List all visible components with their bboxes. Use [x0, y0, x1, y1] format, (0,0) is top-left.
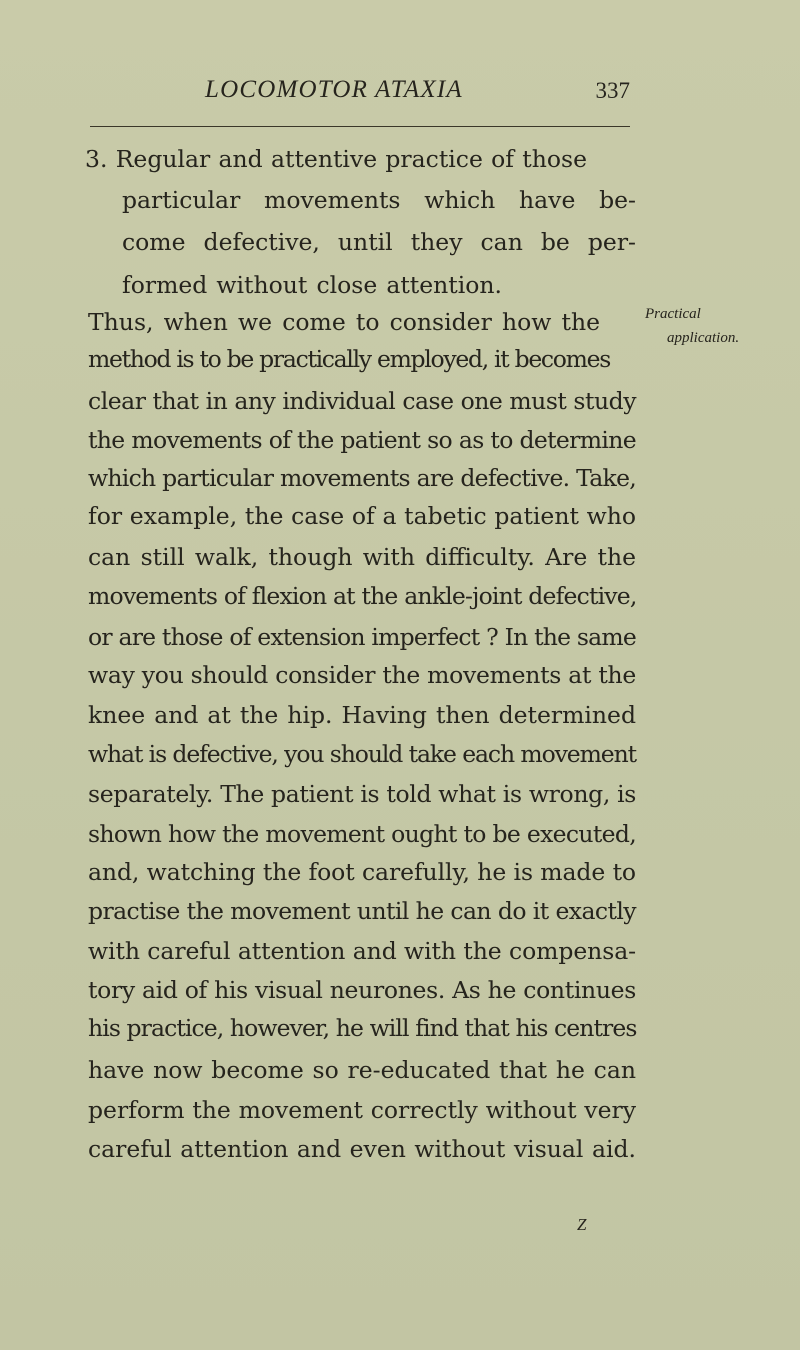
body-line-23: his practice, however, he will find that his centres: [88, 1014, 637, 1042]
body-line-18: shown how the movement ought to be executed,: [88, 820, 636, 848]
body-line-13: or are those of extension imperfect ? In the same: [88, 623, 637, 651]
body-line-15: knee and at the hip. Having then determined: [88, 701, 636, 729]
body-line-22: tory aid of his visual neurones. As he continues: [88, 976, 636, 1004]
body-line-9: which particular movements are defective. Take,: [88, 464, 636, 492]
body-line-24: have now become so re-educated that he can: [88, 1056, 636, 1084]
body-line-25: perform the movement correctly without very: [88, 1096, 636, 1124]
body-line-2: particular movements which have be-: [122, 186, 636, 214]
body-line-8: the movements of the patient so as to determine: [88, 426, 636, 454]
body-line-4: formed without close attention.: [122, 271, 502, 299]
body-line-6: method is to be practically employed, it becomes: [88, 345, 610, 373]
body-line-11: can still walk, though with difficulty. Are the: [88, 543, 636, 571]
running-head: [205, 76, 630, 110]
body-line-12: movements of flexion at the ankle-joint defective,: [88, 582, 637, 610]
header-rule: [90, 126, 630, 127]
body-line-10: for example, the case of a tabetic patient who: [88, 502, 636, 530]
body-line-16: what is defective, you should take each movement: [88, 740, 636, 768]
margin-note-line-1: Practical: [645, 306, 701, 322]
body-line-26: careful attention and even without visual aid.: [88, 1135, 636, 1163]
body-line-3: come defective, until they can be per-: [122, 228, 636, 256]
body-line-17: separately. The patient is told what is wrong, is: [88, 780, 636, 808]
body-line-5: Thus, when we come to consider how the: [88, 308, 600, 336]
page-number: 337: [595, 78, 630, 103]
body-line-21: with careful attention and with the compensa-: [88, 937, 636, 965]
running-title: LOCOMOTOR ATAXIA: [205, 76, 463, 103]
signature-mark: Z: [577, 1215, 587, 1234]
margin-note-line-2: application.: [667, 330, 740, 346]
body-line-14: way you should consider the movements at the: [88, 661, 636, 689]
body-line-19: and, watching the foot carefully, he is made to: [88, 858, 636, 886]
body-line-7: clear that in any individual case one must study: [88, 387, 637, 415]
body-line-1: 3. Regular and attentive practice of those: [85, 145, 587, 173]
body-line-20: practise the movement until he can do it exactly: [88, 897, 636, 925]
